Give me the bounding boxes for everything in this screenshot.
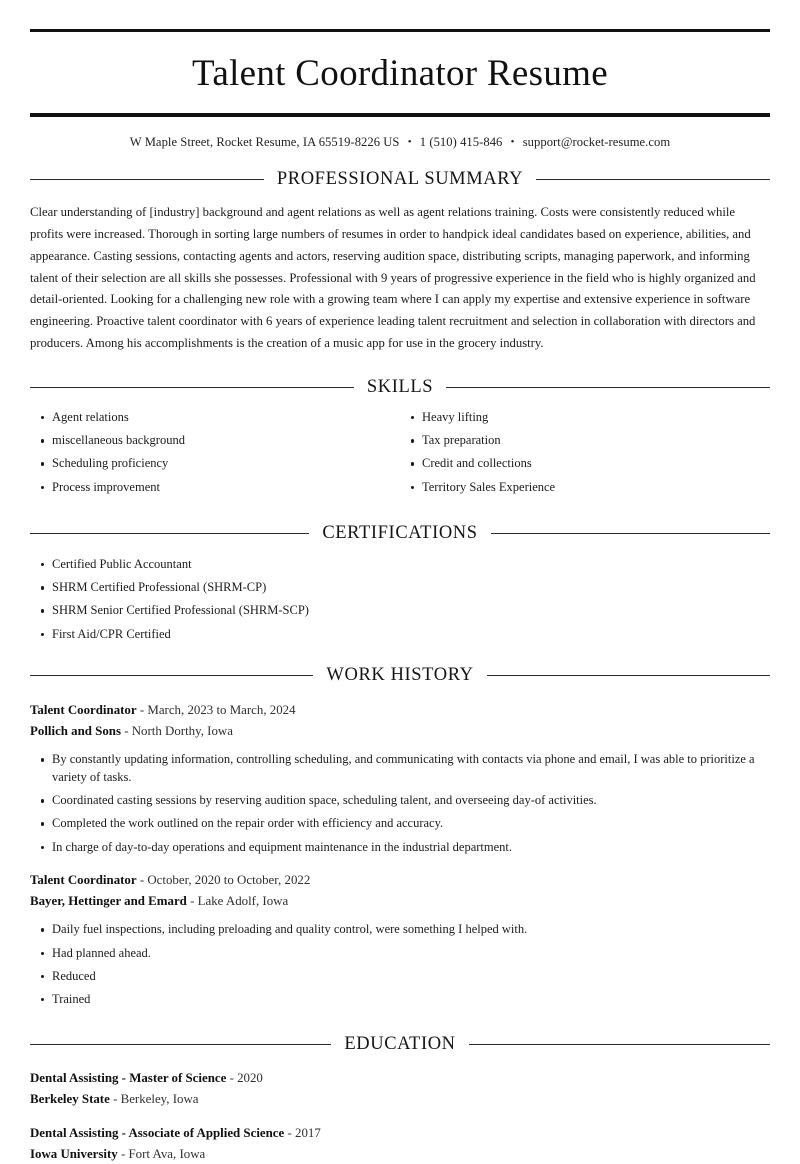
contact-phone: 1 (510) 415-846 bbox=[420, 135, 503, 149]
list-item: Reduced bbox=[30, 968, 770, 986]
list-item: SHRM Senior Certified Professional (SHRM-SCP) bbox=[30, 602, 770, 620]
education-school: Berkeley State bbox=[30, 1092, 110, 1106]
list-item: Coordinated casting sessions by reserving audition space, scheduling talent, and overseeing day-of activities. bbox=[30, 792, 770, 810]
resume-page bbox=[0, 29, 800, 1064]
contact-separator-1: • bbox=[403, 136, 417, 148]
education-entry bbox=[30, 1123, 770, 1164]
section-title: SKILLS bbox=[367, 377, 433, 398]
job-company: Pollich and Sons bbox=[30, 724, 121, 738]
list-item: miscellaneous background bbox=[30, 432, 400, 450]
job-dates: March, 2023 to March, 2024 bbox=[147, 703, 295, 717]
section-rule-left bbox=[30, 533, 309, 534]
summary-text: Clear understanding of [industry] background and agent relations as well as agent relations training. Costs were consistently reduced while profits were increased. Thorough in sorting large numbers of resumes in order to handpick ideal candidates based on experience, abilities, and appearance. Casting sessions, contacting agents and actors, reserving audition space, distributing scripts, managing paperwork, and informing talent of their selection are all skills she possesses. Professional with 9 years of progressive experience in the field who is highly organized and detail-oriented. Looking for a challenging new role with a growing team where I can apply my expertise and extensive experience in software engineering. Proactive talent coordinator with 6 years of experience leading talent recruitment and selection in collaboration with directors and producers. Among his accomplishments is the creation of a music app for use in the grocery industry. bbox=[30, 193, 770, 355]
job-title-line bbox=[30, 870, 770, 891]
work-history-entry bbox=[30, 870, 770, 1008]
education-school-line bbox=[30, 1089, 770, 1110]
section-rule-right bbox=[491, 533, 770, 534]
skills-column-right bbox=[400, 403, 770, 502]
page-title: Talent Coordinator Resume bbox=[30, 32, 770, 113]
education-year: 2020 bbox=[237, 1071, 263, 1085]
contact-separator-2: • bbox=[506, 136, 520, 148]
education-program: Dental Assisting - Master of Science bbox=[30, 1071, 226, 1085]
job-company-line bbox=[30, 721, 770, 742]
job-company: Bayer, Hettinger and Emard bbox=[30, 894, 187, 908]
section-skills bbox=[30, 377, 770, 502]
list-item: Territory Sales Experience bbox=[400, 479, 770, 497]
section-title: PROFESSIONAL SUMMARY bbox=[277, 169, 523, 190]
list-item: Daily fuel inspections, including preloading and quality control, were something I helped with. bbox=[30, 921, 770, 939]
education-program: Dental Assisting - Associate of Applied Science bbox=[30, 1126, 284, 1140]
list-item: SHRM Certified Professional (SHRM-CP) bbox=[30, 579, 770, 597]
work-history-entry bbox=[30, 700, 770, 856]
list-item: Scheduling proficiency bbox=[30, 455, 400, 473]
list-item: Heavy lifting bbox=[400, 409, 770, 427]
list-item: In charge of day-to-day operations and equipment maintenance in the industrial department. bbox=[30, 839, 770, 857]
education-location: Fort Ava, Iowa bbox=[129, 1147, 206, 1161]
job-location: Lake Adolf, Iowa bbox=[198, 894, 289, 908]
job-bullets bbox=[30, 912, 770, 1009]
contact-email: support@rocket-resume.com bbox=[523, 135, 671, 149]
dash: - bbox=[113, 1092, 117, 1106]
section-heading-row bbox=[30, 377, 770, 398]
section-rule-right bbox=[469, 1044, 770, 1045]
dash: - bbox=[190, 894, 194, 908]
contact-line bbox=[30, 117, 770, 150]
dash: - bbox=[124, 724, 128, 738]
section-certifications bbox=[30, 523, 770, 644]
dash: - bbox=[140, 873, 144, 887]
list-item: Credit and collections bbox=[400, 455, 770, 473]
section-heading-row bbox=[30, 169, 770, 190]
education-entry bbox=[30, 1068, 770, 1110]
list-item: Had planned ahead. bbox=[30, 945, 770, 963]
section-work-history bbox=[30, 665, 770, 1008]
section-rule-right bbox=[446, 387, 770, 388]
list-item: Certified Public Accountant bbox=[30, 556, 770, 574]
job-location: North Dorthy, Iowa bbox=[132, 724, 233, 738]
contact-address: W Maple Street, Rocket Resume, IA 65519-8226 US bbox=[130, 135, 400, 149]
dash: - bbox=[121, 1147, 125, 1161]
section-rule-right bbox=[487, 675, 770, 676]
education-school-line bbox=[30, 1144, 770, 1164]
list-item: Trained bbox=[30, 991, 770, 1009]
list-item: Completed the work outlined on the repair order with efficiency and accuracy. bbox=[30, 815, 770, 833]
skills-column-left bbox=[30, 403, 400, 502]
dash: - bbox=[140, 703, 144, 717]
list-item: Tax preparation bbox=[400, 432, 770, 450]
section-rule-left bbox=[30, 387, 354, 388]
certifications-list bbox=[30, 547, 770, 644]
list-item: By constantly updating information, controlling scheduling, and communicating with contacts via phone and email, I was able to prioritize a variety of tasks. bbox=[30, 751, 770, 787]
job-bullets bbox=[30, 742, 770, 856]
education-location: Berkeley, Iowa bbox=[121, 1092, 199, 1106]
job-company-line bbox=[30, 891, 770, 912]
job-title-line bbox=[30, 700, 770, 721]
job-title: Talent Coordinator bbox=[30, 703, 137, 717]
dash: - bbox=[287, 1126, 291, 1140]
section-heading-row bbox=[30, 1034, 770, 1055]
section-rule-right bbox=[536, 179, 770, 180]
section-title: CERTIFICATIONS bbox=[322, 523, 477, 544]
education-program-line bbox=[30, 1068, 770, 1089]
dash: - bbox=[230, 1071, 234, 1085]
education-program-line bbox=[30, 1123, 770, 1144]
education-year: 2017 bbox=[295, 1126, 321, 1140]
list-item: Agent relations bbox=[30, 409, 400, 427]
skills-columns bbox=[30, 401, 770, 502]
job-title: Talent Coordinator bbox=[30, 873, 137, 887]
education-school: Iowa University bbox=[30, 1147, 118, 1161]
list-item: Process improvement bbox=[30, 479, 400, 497]
section-rule-left bbox=[30, 179, 264, 180]
section-rule-left bbox=[30, 1044, 331, 1045]
section-professional-summary bbox=[30, 169, 770, 355]
section-education bbox=[30, 1034, 770, 1164]
section-rule-left bbox=[30, 675, 313, 676]
section-heading-row bbox=[30, 523, 770, 544]
job-dates: October, 2020 to October, 2022 bbox=[147, 873, 310, 887]
section-title: EDUCATION bbox=[344, 1034, 455, 1055]
section-title: WORK HISTORY bbox=[326, 665, 473, 686]
list-item: First Aid/CPR Certified bbox=[30, 626, 770, 644]
section-heading-row bbox=[30, 665, 770, 686]
